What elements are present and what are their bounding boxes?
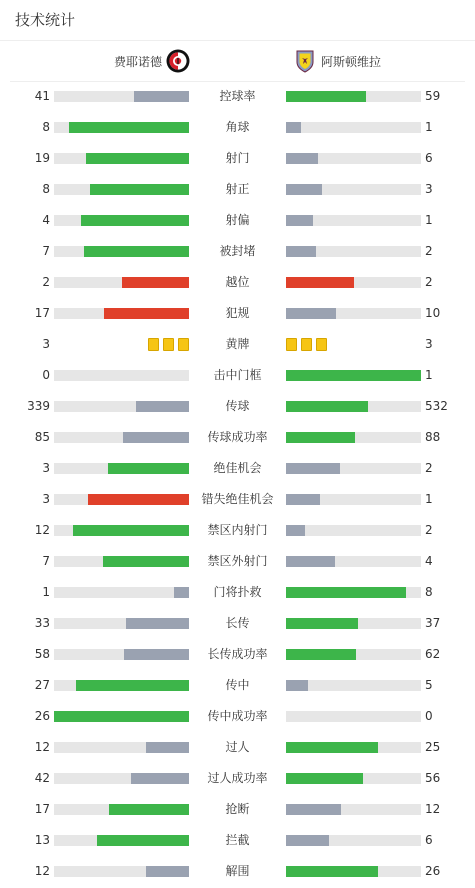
stat-label: 禁区内射门: [207, 523, 268, 537]
away-stat-bar: [286, 370, 421, 381]
away-stat-bar: [286, 835, 421, 846]
home-stat-bar: [54, 463, 189, 474]
stat-label: 射门: [225, 151, 250, 165]
away-stat-bar: [286, 432, 421, 443]
away-stat-value: 2: [425, 461, 433, 475]
home-stat-bar-fill: [86, 153, 189, 164]
away-yellow-cards: [286, 338, 327, 351]
away-stat-bar: [286, 494, 421, 505]
yellow-card-icon: [301, 338, 312, 351]
away-stat-value: 2: [425, 244, 433, 258]
home-stat-bar-fill: [136, 401, 189, 412]
stat-row: [0, 763, 475, 794]
home-stat-bar-fill: [73, 525, 189, 536]
home-stat-bar: [54, 835, 189, 846]
away-stat-bar-fill: [286, 401, 368, 412]
stat-row: [0, 391, 475, 422]
home-stat-value: 8: [42, 182, 50, 196]
away-stat-bar: [286, 246, 421, 257]
home-stat-bar: [54, 153, 189, 164]
teams-header: [10, 41, 465, 82]
home-stat-value: 13: [34, 833, 50, 847]
home-stat-bar-fill: [123, 432, 189, 443]
home-stat-value: 85: [34, 430, 50, 444]
stat-row: [0, 670, 475, 701]
away-stat-value: 3: [425, 337, 433, 351]
stat-label: 解围: [225, 864, 250, 878]
away-stat-bar-fill: [286, 649, 356, 660]
away-stat-value: 59: [425, 89, 441, 103]
yellow-card-icon: [286, 338, 297, 351]
away-stat-bar: [286, 184, 421, 195]
stat-label: 被封堵: [219, 244, 256, 258]
away-stat-bar-fill: [286, 835, 329, 846]
stat-row: [0, 701, 475, 732]
stat-row: [0, 608, 475, 639]
home-stat-value: 27: [34, 678, 50, 692]
stat-row: [0, 298, 475, 329]
stat-label: 过人: [225, 740, 250, 754]
stat-row: [0, 453, 475, 484]
stat-label: 射偏: [225, 213, 250, 227]
stat-label: 过人成功率: [207, 771, 268, 785]
home-stat-bar: [54, 804, 189, 815]
away-stat-value: 1: [425, 492, 433, 506]
home-stat-value: 7: [42, 554, 50, 568]
stat-row: [0, 515, 475, 546]
home-stat-bar-fill: [88, 494, 189, 505]
home-stat-bar-fill: [69, 122, 189, 133]
home-stat-value: 3: [42, 492, 50, 506]
stat-label: 传球: [225, 399, 250, 413]
home-stat-bar: [54, 711, 189, 722]
away-stat-value: 1: [425, 213, 433, 227]
home-stat-bar: [54, 91, 189, 102]
away-stat-bar: [286, 866, 421, 877]
away-stat-bar-fill: [286, 494, 320, 505]
stat-row: [0, 329, 475, 360]
away-stat-value: 56: [425, 771, 441, 785]
home-stat-bar: [54, 401, 189, 412]
home-stat-value: 0: [42, 368, 50, 382]
home-stat-bar: [54, 432, 189, 443]
home-stat-bar: [54, 184, 189, 195]
home-stat-bar: [54, 866, 189, 877]
away-stat-bar: [286, 525, 421, 536]
stat-label: 角球: [225, 120, 250, 134]
stat-label: 错失绝佳机会: [201, 492, 274, 506]
away-stat-bar-fill: [286, 277, 354, 288]
away-stat-value: 10: [425, 306, 441, 320]
home-stat-bar-fill: [76, 680, 189, 691]
away-team-name: 阿斯顿维拉: [321, 54, 382, 69]
home-stat-value: 1: [42, 585, 50, 599]
stat-label: 抢断: [225, 802, 250, 816]
home-stat-bar-fill: [122, 277, 190, 288]
home-stat-bar: [54, 122, 189, 133]
stat-row: [0, 422, 475, 453]
away-stat-bar-fill: [286, 91, 366, 102]
page-title: 技术统计: [15, 11, 76, 29]
away-stat-bar: [286, 91, 421, 102]
home-stat-bar-fill: [124, 649, 189, 660]
home-stat-value: 12: [34, 740, 50, 754]
home-stat-value: 2: [42, 275, 50, 289]
home-stat-value: 12: [34, 864, 50, 878]
home-stat-bar: [54, 215, 189, 226]
stat-label: 传中成功率: [207, 709, 268, 723]
stat-row: [0, 143, 475, 174]
away-stat-bar: [286, 649, 421, 660]
home-stat-bar-fill: [54, 711, 189, 722]
yellow-card-icon: [163, 338, 174, 351]
stat-label: 黄牌: [225, 337, 250, 351]
stat-row: [0, 174, 475, 205]
stat-row: [0, 639, 475, 670]
home-stat-bar-fill: [90, 184, 189, 195]
away-stat-bar-fill: [286, 246, 316, 257]
home-stat-bar-fill: [146, 866, 189, 877]
away-stat-value: 88: [425, 430, 441, 444]
away-stat-bar: [286, 680, 421, 691]
home-stat-value: 339: [27, 399, 50, 413]
home-stat-bar: [54, 494, 189, 505]
stat-label: 长传成功率: [207, 647, 268, 661]
away-stat-bar: [286, 556, 421, 567]
home-stat-bar: [54, 370, 189, 381]
stat-label: 长传: [225, 616, 250, 630]
stat-label: 拦截: [225, 833, 250, 847]
away-stat-value: 532: [425, 399, 448, 413]
stat-label: 越位: [225, 275, 250, 289]
away-stat-bar: [286, 463, 421, 474]
home-stat-value: 8: [42, 120, 50, 134]
stat-row: [0, 236, 475, 267]
stat-label: 传球成功率: [207, 430, 268, 444]
home-stat-value: 7: [42, 244, 50, 258]
stat-label: 禁区外射门: [207, 554, 268, 568]
away-stat-value: 1: [425, 368, 433, 382]
home-stat-bar: [54, 525, 189, 536]
stat-label: 传中: [225, 678, 250, 692]
away-stat-value: 12: [425, 802, 441, 816]
away-stat-bar: [286, 122, 421, 133]
away-stat-bar-fill: [286, 308, 336, 319]
home-stat-bar-fill: [104, 308, 189, 319]
away-stat-bar: [286, 401, 421, 412]
away-stat-bar: [286, 773, 421, 784]
home-stat-bar-fill: [146, 742, 189, 753]
away-stat-value: 3: [425, 182, 433, 196]
away-stat-bar-fill: [286, 556, 335, 567]
feyenoord-crest-icon: [166, 49, 190, 73]
home-stat-bar-fill: [108, 463, 189, 474]
away-stat-value: 1: [425, 120, 433, 134]
away-stat-value: 6: [425, 151, 433, 165]
stat-row: [0, 577, 475, 608]
away-stat-bar: [286, 804, 421, 815]
away-stat-bar-fill: [286, 463, 340, 474]
stat-label: 击中门框: [213, 368, 262, 382]
away-stat-value: 62: [425, 647, 441, 661]
away-stat-value: 2: [425, 275, 433, 289]
away-stat-bar: [286, 308, 421, 319]
away-stat-bar-fill: [286, 122, 301, 133]
home-team[interactable]: [114, 49, 190, 73]
home-stat-bar: [54, 649, 189, 660]
away-stat-bar: [286, 618, 421, 629]
away-stat-value: 8: [425, 585, 433, 599]
stat-label: 犯规: [225, 306, 250, 320]
stat-row: [0, 732, 475, 763]
stat-row: [0, 112, 475, 143]
home-stat-value: 3: [42, 337, 50, 351]
away-stat-value: 25: [425, 740, 441, 754]
away-stat-value: 26: [425, 864, 441, 878]
home-stat-bar-fill: [174, 587, 189, 598]
stat-row: [0, 825, 475, 856]
home-stat-bar-fill: [126, 618, 189, 629]
home-stat-value: 41: [34, 89, 50, 103]
home-stat-bar: [54, 556, 189, 567]
home-stat-bar-fill: [109, 804, 189, 815]
away-stat-value: 0: [425, 709, 433, 723]
home-stat-value: 19: [34, 151, 50, 165]
home-stat-value: 42: [34, 771, 50, 785]
yellow-card-icon: [316, 338, 327, 351]
home-stat-value: 3: [42, 461, 50, 475]
yellow-card-icon: [178, 338, 189, 351]
home-stat-value: 26: [34, 709, 50, 723]
home-stat-bar-fill: [134, 91, 189, 102]
away-stat-value: 37: [425, 616, 441, 630]
home-stat-value: 58: [34, 647, 50, 661]
home-stat-bar: [54, 246, 189, 257]
home-stat-bar-fill: [103, 556, 189, 567]
away-stat-bar-fill: [286, 804, 341, 815]
home-stat-bar-fill: [81, 215, 189, 226]
away-stat-bar: [286, 215, 421, 226]
away-stat-bar-fill: [286, 184, 322, 195]
away-stat-bar-fill: [286, 153, 318, 164]
away-stat-value: 2: [425, 523, 433, 537]
home-stat-bar: [54, 773, 189, 784]
away-stat-bar-fill: [286, 525, 305, 536]
away-stat-bar-fill: [286, 587, 406, 598]
home-stat-value: 12: [34, 523, 50, 537]
home-stat-bar-fill: [97, 835, 189, 846]
away-team[interactable]: [293, 49, 381, 73]
away-stat-bar: [286, 742, 421, 753]
away-stat-bar-fill: [286, 370, 421, 381]
away-stat-bar-fill: [286, 773, 363, 784]
away-stat-bar-fill: [286, 742, 378, 753]
away-stat-bar: [286, 153, 421, 164]
stat-row: [0, 794, 475, 825]
away-stat-bar-fill: [286, 866, 378, 877]
stat-label: 控球率: [219, 89, 256, 103]
home-team-name: 费耶诺德: [113, 54, 162, 69]
home-stat-value: 4: [42, 213, 50, 227]
home-stat-value: 17: [34, 802, 50, 816]
stat-row: [0, 484, 475, 515]
stat-row: [0, 546, 475, 577]
stat-label: 绝佳机会: [213, 461, 262, 475]
away-stat-bar-fill: [286, 618, 358, 629]
away-stat-bar-fill: [286, 432, 355, 443]
away-stat-bar-fill: [286, 680, 308, 691]
away-stat-bar-fill: [286, 215, 313, 226]
stat-row: [0, 205, 475, 236]
away-stat-value: 6: [425, 833, 433, 847]
away-stat-bar: [286, 587, 421, 598]
yellow-card-icon: [148, 338, 159, 351]
home-stat-value: 17: [34, 306, 50, 320]
stat-row: [0, 81, 475, 112]
home-stat-bar: [54, 587, 189, 598]
home-stat-bar: [54, 680, 189, 691]
stat-row: [0, 360, 475, 391]
home-stat-value: 33: [34, 616, 50, 630]
stat-row: [0, 856, 475, 887]
home-stat-bar-fill: [131, 773, 189, 784]
away-stat-bar: [286, 711, 421, 722]
stat-label: 射正: [225, 182, 250, 196]
away-stat-value: 5: [425, 678, 433, 692]
away-stat-value: 4: [425, 554, 433, 568]
stat-label: 门将扑救: [213, 585, 262, 599]
away-stat-bar: [286, 277, 421, 288]
home-stat-bar-fill: [84, 246, 189, 257]
home-yellow-cards: [148, 338, 189, 351]
aston-villa-crest-icon: [293, 49, 317, 73]
home-stat-bar: [54, 742, 189, 753]
home-stat-bar: [54, 277, 189, 288]
home-stat-bar: [54, 618, 189, 629]
stat-row: [0, 267, 475, 298]
home-stat-bar: [54, 308, 189, 319]
